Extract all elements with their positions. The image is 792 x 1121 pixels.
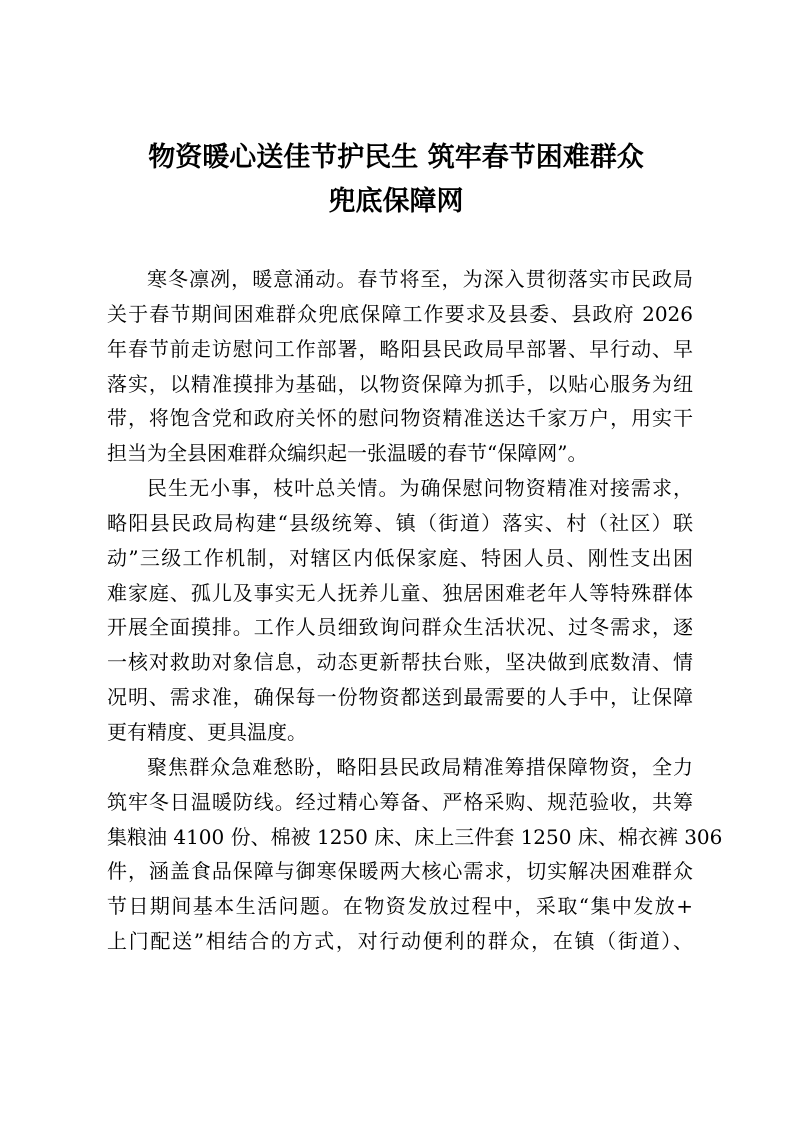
paragraph-line: 带，将饱含党和政府关怀的慰问物资精准送达千家万户，用实干 xyxy=(107,406,693,431)
title-line-1: 物资暖心送佳节护民生 筑牢春节困难群众 xyxy=(148,142,644,173)
paragraph-line: 寒冬凛冽，暖意涌动。春节将至，为深入贯彻落实市民政局 xyxy=(147,267,693,291)
title-line-2: 兜底保障网 xyxy=(328,186,464,217)
paragraph-line: 节日期间基本生活问题。在物资发放过程中，采取“集中发放+ xyxy=(107,894,693,919)
paragraph-line: 关于春节期间困难群众兜底保障工作要求及县委、县政府 2026 xyxy=(107,301,693,326)
paragraph-line: 况明、需求准，确保每一份物资都送到最需要的人手中，让保障 xyxy=(107,685,693,710)
paragraph-line: 担当为全县困难群众编织起一张温暖的春节“保障网”。 xyxy=(107,441,588,466)
paragraph-line: 动”三级工作机制，对辖区内低保家庭、特困人员、刚性支出困 xyxy=(107,545,693,570)
paragraph-2 xyxy=(107,471,693,750)
paragraph-line: 聚焦群众急难愁盼，略阳县民政局精准筹措保障物资，全力 xyxy=(147,754,693,779)
document-title xyxy=(90,136,702,224)
paragraph-line: 难家庭、孤儿及事实无人抚养儿童、独居困难老年人等特殊群体 xyxy=(107,580,693,605)
paragraph-line: 略阳县民政局构建“县级统筹、镇（街道）落实、村（社区）联 xyxy=(107,510,693,535)
document-body xyxy=(107,262,723,959)
paragraph-3 xyxy=(107,750,723,959)
paragraph-line: 民生无小事，枝叶总关情。为确保慰问物资精准对接需求， xyxy=(147,476,693,501)
paragraph-line: 筑牢冬日温暖防线。经过精心筹备、严格采购、规范验收，共筹 xyxy=(107,789,693,814)
paragraph-line: 年春节前走访慰问工作部署，略阳县民政局早部署、早行动、早 xyxy=(107,336,693,361)
paragraph-1 xyxy=(107,262,693,471)
paragraph-line: 落实，以精准摸排为基础，以物资保障为抓手，以贴心服务为纽 xyxy=(107,371,693,396)
paragraph-line: 集粮油 4100 份、棉被 1250 床、床上三件套 1250 床、棉衣裤 306 xyxy=(107,824,723,849)
paragraph-line: 一核对救助对象信息，动态更新帮扶台账，坚决做到底数清、情 xyxy=(107,650,693,675)
paragraph-line: 件，涵盖食品保障与御寒保暖两大核心需求，切实解决困难群众 xyxy=(107,859,693,884)
paragraph-line: 上门配送”相结合的方式，对行动便利的群众，在镇（街道）、 xyxy=(107,929,693,954)
paragraph-line: 更有精度、更具温度。 xyxy=(107,719,307,744)
paragraph-line: 开展全面摸排。工作人员细致询问群众生活状况、过冬需求，逐 xyxy=(107,615,693,640)
